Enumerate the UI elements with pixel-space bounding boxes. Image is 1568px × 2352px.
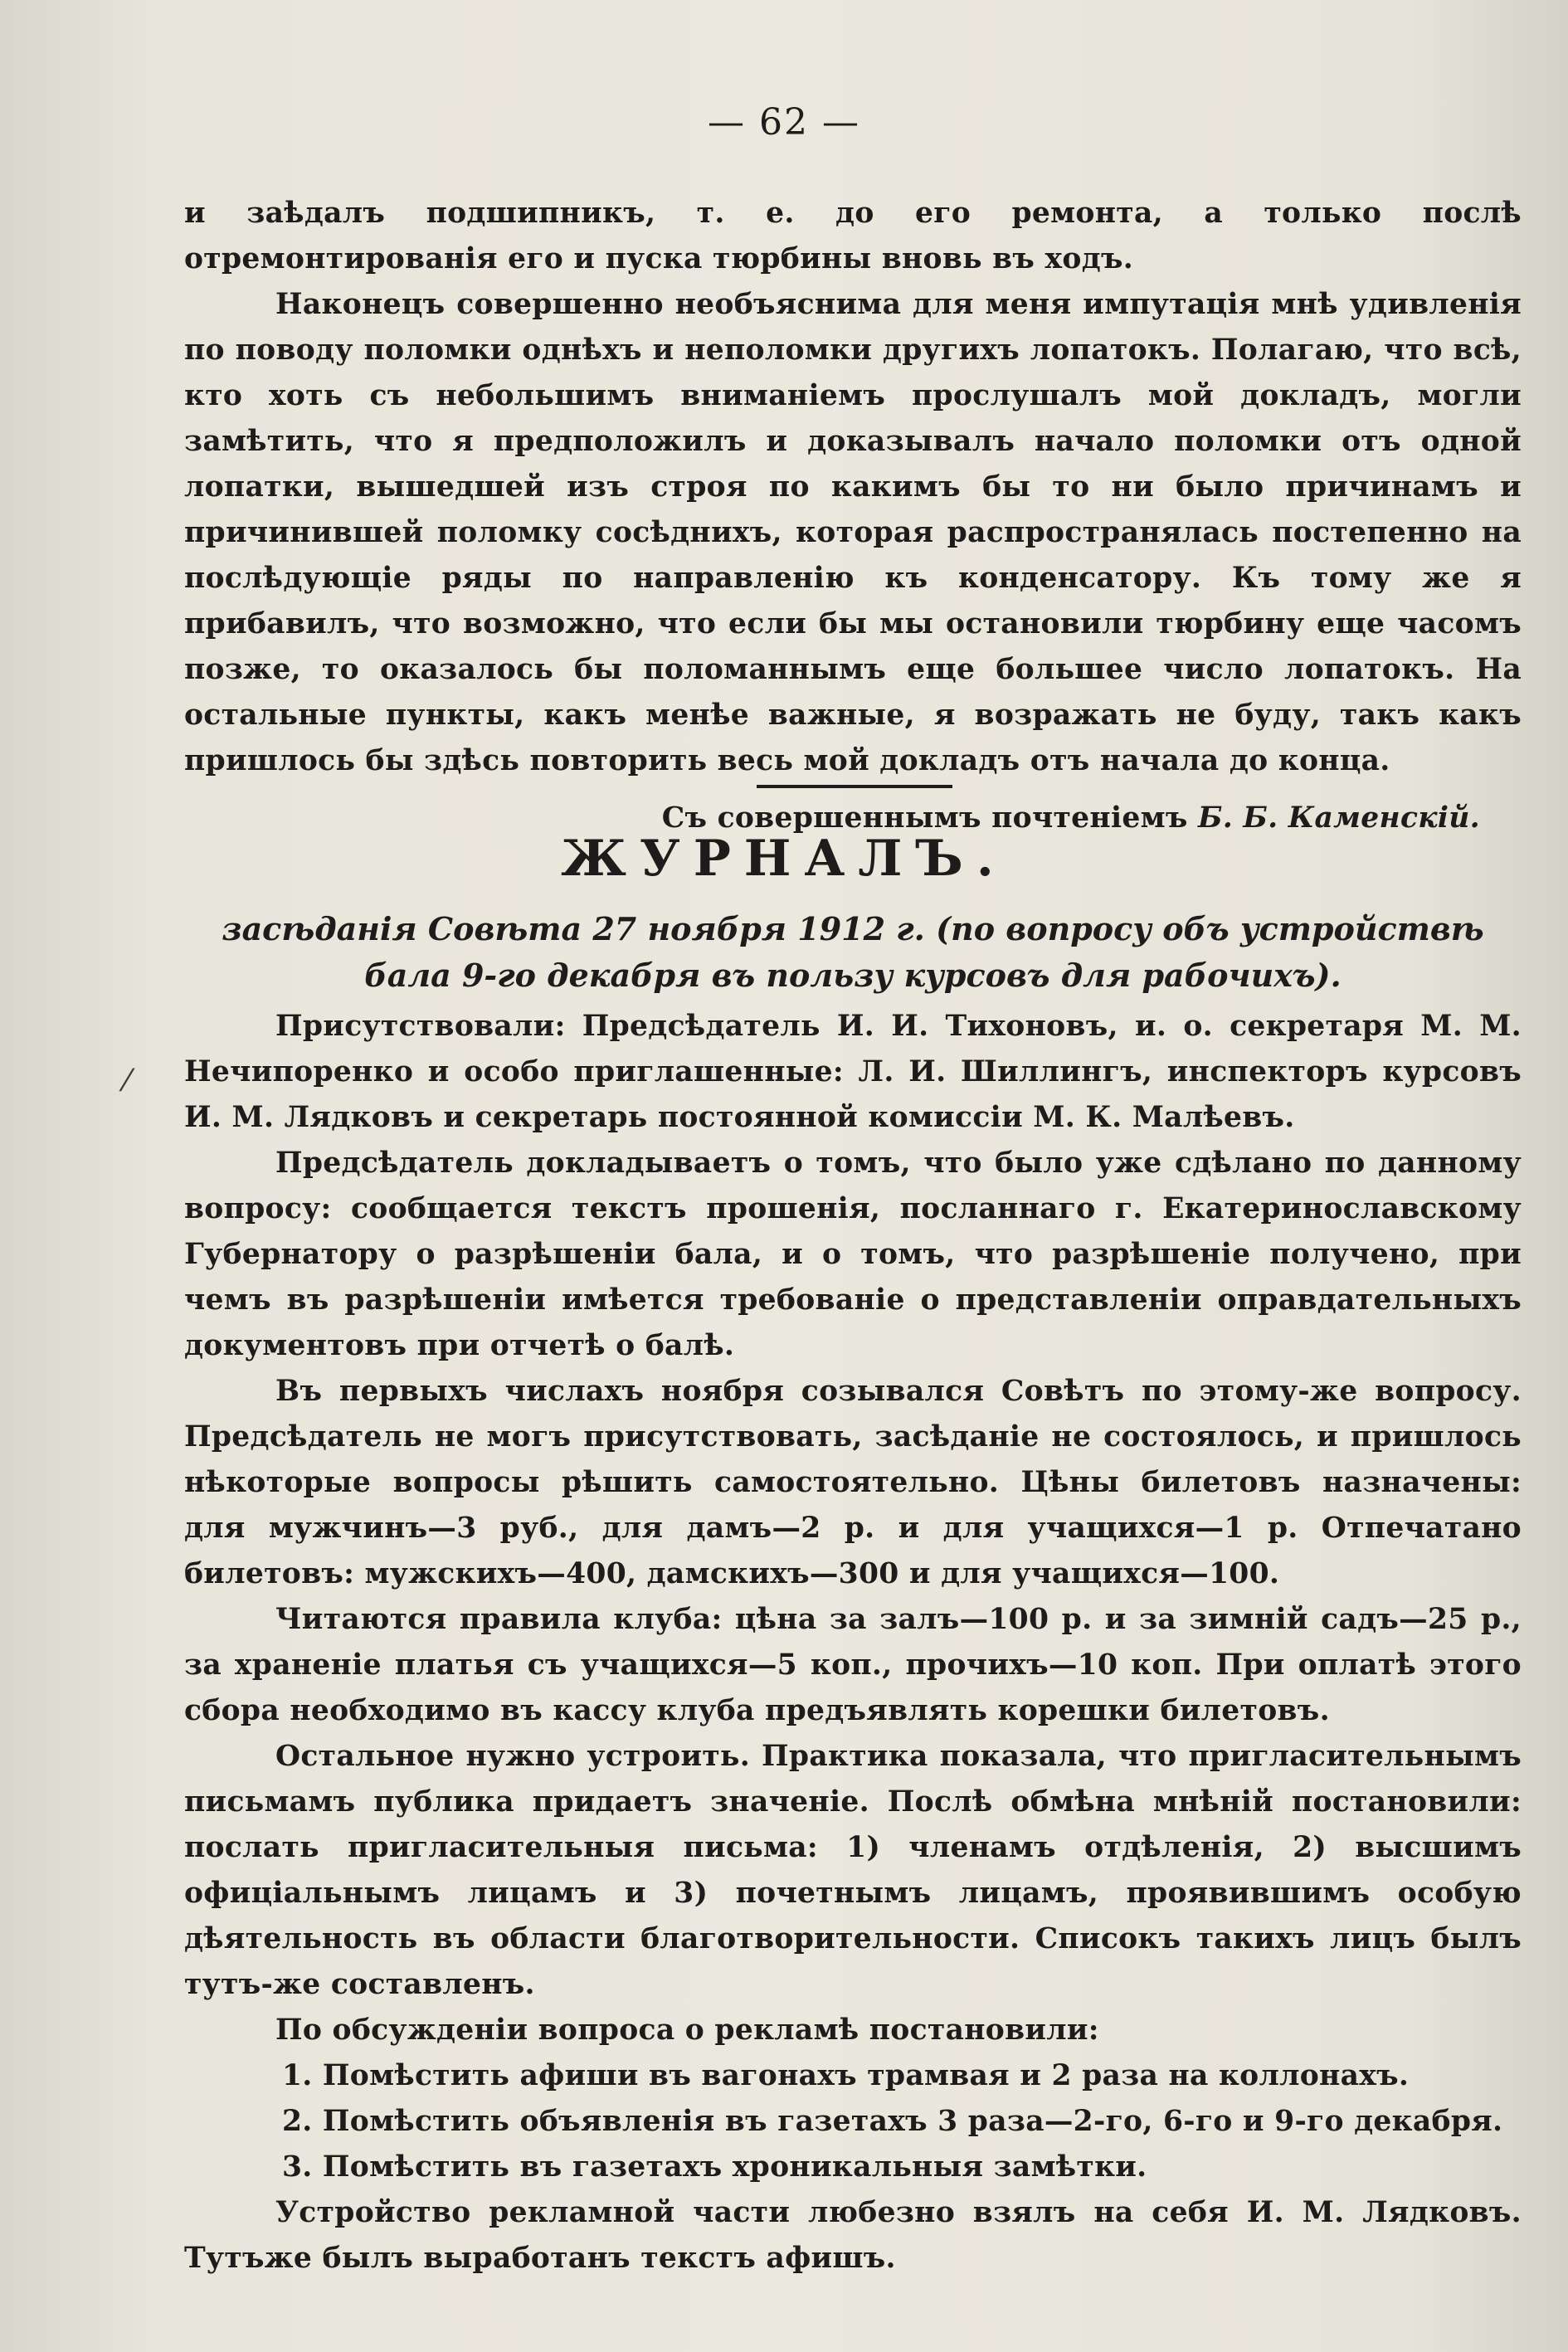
signature-name: Б. Б. Каменскій. — [1198, 801, 1480, 835]
list-item: 1. Помѣстить афиши въ вагонахъ трамвая и 2 раза на коллонахъ. — [282, 2059, 1410, 2092]
list-item: 3. Помѣстить въ газетахъ хроникальныя замѣтки. — [282, 2150, 1147, 2184]
paragraph: Предсѣдатель докладываетъ о томъ, что было уже сдѣлано по данному вопросу: сообщается текстъ прошенія, посланнаго г. Екатеринославскому Губернатору о разрѣшеніи бала, и о томъ, что разрѣшеніе получено, при чемъ въ разрѣшеніи имѣется требованіе о представленіи оправдательныхъ документовъ при отчетѣ о балѣ. — [184, 1147, 1522, 1362]
paragraph: По обсужденіи вопроса о рекламѣ постановили: — [275, 2014, 1099, 2047]
paragraph: Наконецъ совершенно необъяснима для меня импутація мнѣ удивленія по поводу поломки однѣхъ и неполомки другихъ лопатокъ. Полагаю, что всѣ, кто хоть съ небольшимъ вниманіемъ прослушалъ мой докладъ, могли замѣтить, что я предположилъ и доказывалъ начало поломки отъ одной лопатки, вышедшей изъ строя по какимъ бы то ни было причинамъ и причинившей поломку сосѣднихъ, которая распространялась постепенно на послѣдующіе ряды по направленію къ конденсатору. Къ тому же я прибавилъ, что возможно, что если бы мы остановили тюрбину еще часомъ позже, то оказалось бы поломаннымъ еще большее число лопатокъ. На остальные пункты, какъ менѣе важные, я возражать не буду, такъ какъ пришлось бы здѣсь повторить весь мой докладъ отъ начала до конца. — [184, 288, 1522, 777]
paragraph: Въ первыхъ числахъ ноября созывался Совѣтъ по этому-же вопросу. Предсѣдатель не могъ присутствовать, засѣданіе не состоялось, и пришлось нѣкоторые вопросы рѣшить самостоятельно. Цѣны билетовъ назначены: для мужчинъ—3 руб., для дамъ—2 р. и для учащихся—1 р. Отпечатано билетовъ: мужскихъ—400, дамскихъ—300 и для учащихся—100. — [184, 1375, 1522, 1590]
paragraph: Остальное нужно устроить. Практика показала, что пригласительнымъ письмамъ публика придаетъ значеніе. Послѣ обмѣна мнѣній постановили: послать пригласительныя письма: 1) членамъ отдѣленія, 2) высшимъ офиціальнымъ лицамъ и 3) почетнымъ лицамъ, проявившимъ особую дѣятельность въ области благотворительности. Списокъ такихъ лицъ былъ тутъ-же составленъ. — [184, 1740, 1522, 2001]
journal-heading: ЖУРНАЛЪ. — [561, 830, 1007, 888]
letter-ending — [184, 191, 1522, 841]
decision-list — [184, 2053, 1522, 2190]
paragraph: и заѣдалъ подшипникъ, т. е. до его ремонта, а только послѣ отремонтированія его и пуска тюрбины вновь въ ходъ. — [184, 197, 1522, 275]
page-number: — 62 — — [708, 101, 860, 144]
list-item: 2. Помѣстить объявленія въ газетахъ 3 раза—2-го, 6-го и 9-го декабря. — [282, 2105, 1503, 2138]
paragraph: Устройство рекламной части любезно взялъ на себя И. М. Лядковъ. Тутъже былъ выработанъ текстъ афишъ. — [184, 2196, 1522, 2275]
paragraph: Читаются правила клуба: цѣна за залъ—100 р. и за зимній садъ—25 р., за храненіе платья съ учащихся—5 коп., прочихъ—10 коп. При оплатѣ этого сбора необходимо въ кассу клуба предъявлять корешки билетовъ. — [184, 1603, 1522, 1727]
journal-body — [184, 1004, 1522, 2281]
signature-prefix: Съ совершеннымъ почтеніемъ — [661, 801, 1188, 835]
journal-subheading: засѣданія Совѣта 27 ноября 1912 г. (по вопросу объ устройствѣ бала 9-го декабря въ пользу курсовъ для рабочихъ). — [222, 910, 1484, 994]
section-divider — [757, 785, 952, 788]
margin-mark: ⁄ — [124, 1064, 130, 1098]
paragraph: Присутствовали: Предсѣдатель И. И. Тихоновъ, и. о. секретаря М. М. Нечипоренко и особо приглашенные: Л. И. Шиллингъ, инспекторъ курсовъ И. М. Лядковъ и секретарь постоянной комиссіи М. К. Малѣевъ. — [184, 1010, 1522, 1134]
